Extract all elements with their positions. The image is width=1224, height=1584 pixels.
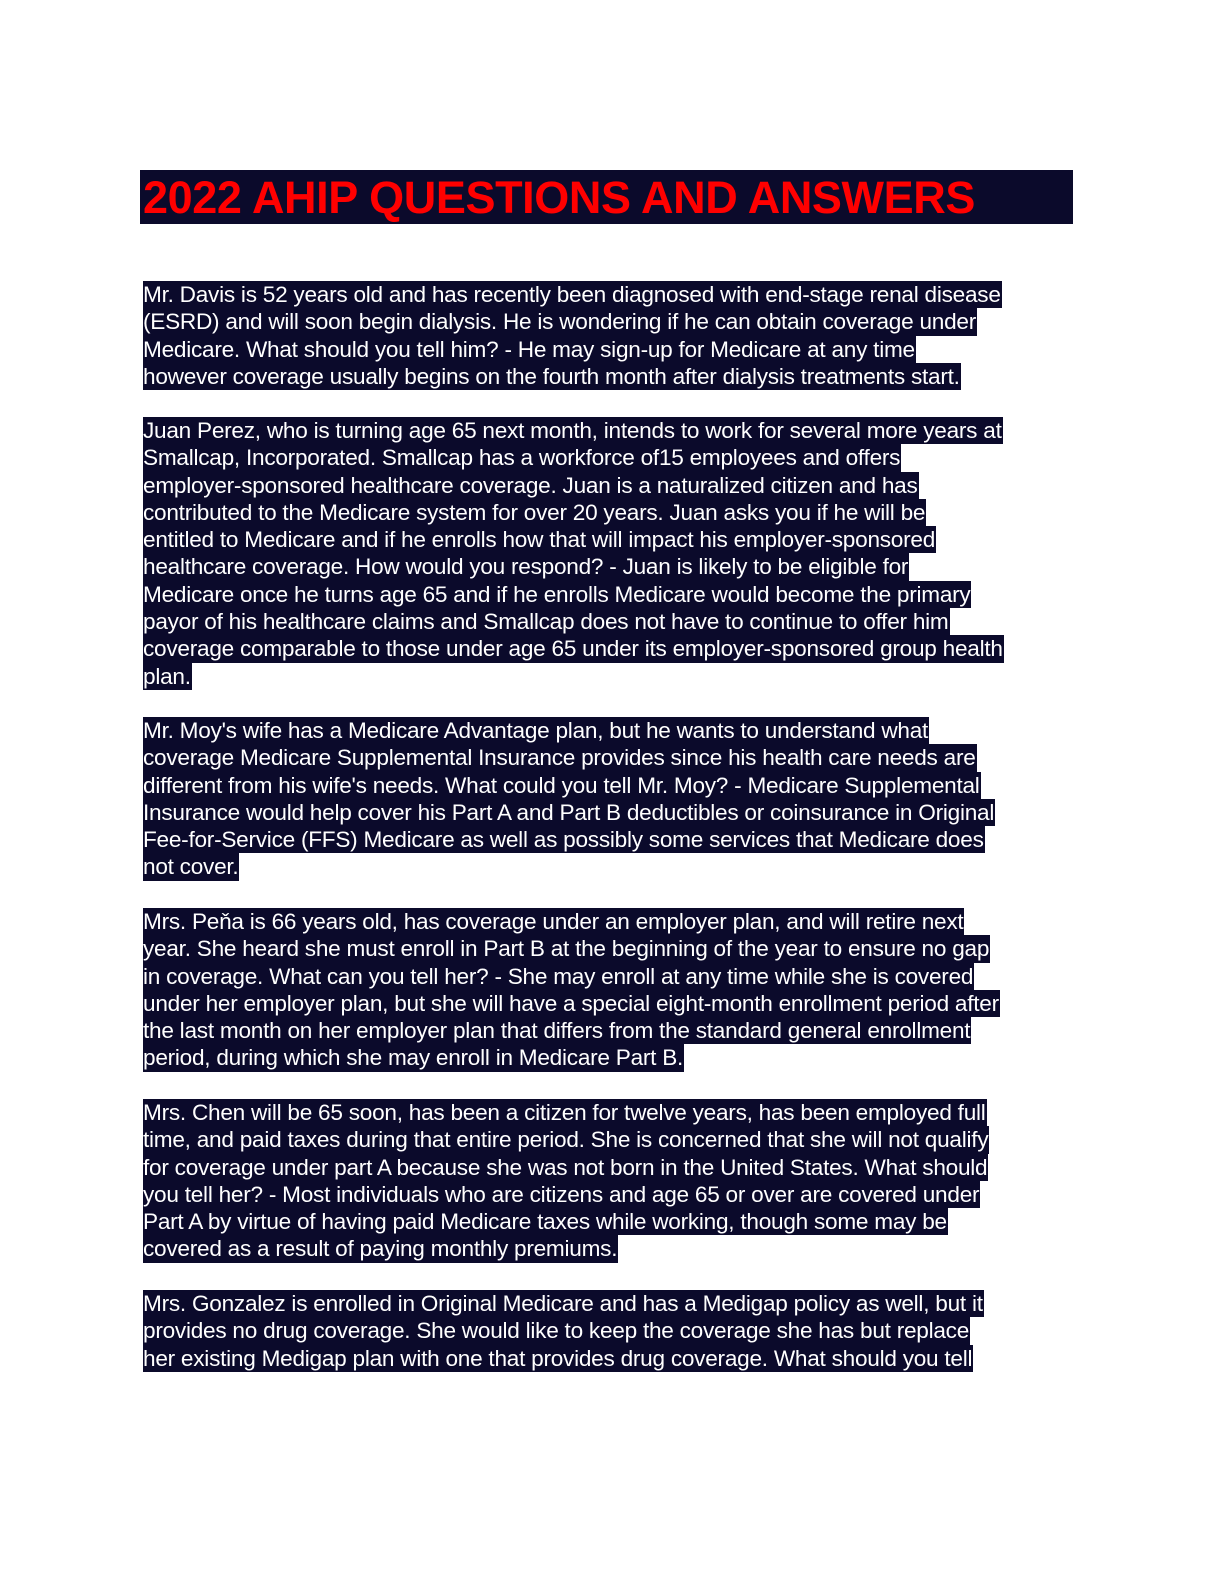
text-line[interactable]: Mrs. Chen will be 65 soon, has been a citizen for twelve years, has been employed full xyxy=(143,1100,986,1125)
text-line[interactable]: you tell her? - Most individuals who are citizens and age 65 or over are covered under xyxy=(143,1181,980,1207)
text-line[interactable]: employer-sponsored healthcare coverage. Juan is a naturalized citizen and has xyxy=(143,472,918,498)
text-line[interactable]: not cover. xyxy=(143,854,239,880)
text-line[interactable]: Fee-for-Service (FFS) Medicare as well as possibly some services that Medicare does xyxy=(143,827,984,853)
text-line[interactable]: plan. xyxy=(143,663,191,689)
text-line[interactable]: Mr. Moy's wife has a Medicare Advantage plan, but he wants to understand what xyxy=(143,718,929,743)
text-line[interactable]: however coverage usually begins on the fourth month after dialysis treatments start. xyxy=(143,363,960,389)
text-line[interactable]: payor of his healthcare claims and Smallcap does not have to continue to offer him xyxy=(143,609,949,635)
text-line[interactable]: for coverage under part A because she was not born in the United States. What should xyxy=(143,1154,988,1180)
text-line[interactable]: contributed to the Medicare system for over 20 years. Juan asks you if he will be xyxy=(143,499,926,525)
text-line[interactable]: her existing Medigap plan with one that provides drug coverage. What should you tell xyxy=(143,1345,973,1371)
text-line[interactable]: the last month on her employer plan that differs from the standard general enrollment xyxy=(143,1018,971,1044)
qa-paragraph-pena xyxy=(143,908,1000,1072)
text-line[interactable]: Mrs. Peňa is 66 years old, has coverage under an employer plan, and will retire next xyxy=(143,909,964,934)
text-line[interactable]: different from his wife's needs. What could you tell Mr. Moy? - Medicare Supplemental xyxy=(143,772,980,798)
text-line[interactable]: Medicare. What should you tell him? - He may sign-up for Medicare at any time xyxy=(143,336,915,362)
document-title: 2022 AHIP QUESTIONS AND ANSWERS xyxy=(143,172,975,223)
text-line[interactable]: Insurance would help cover his Part A and Part B deductibles or coinsurance in Original xyxy=(143,799,995,825)
text-line[interactable]: covered as a result of paying monthly premiums. xyxy=(143,1236,618,1262)
qa-paragraph-davis xyxy=(143,281,1002,390)
text-line[interactable]: Mr. Davis is 52 years old and has recently been diagnosed with end-stage renal disease xyxy=(143,282,1001,307)
text-line[interactable]: time, and paid taxes during that entire period. She is concerned that she will not qualify xyxy=(143,1127,989,1153)
text-line[interactable]: (ESRD) and will soon begin dialysis. He is wondering if he can obtain coverage under xyxy=(143,309,977,335)
text-line[interactable]: under her employer plan, but she will have a special eight-month enrollment period after xyxy=(143,990,999,1016)
text-line[interactable]: Medicare once he turns age 65 and if he enrolls Medicare would become the primary xyxy=(143,581,971,607)
qa-paragraph-perez xyxy=(143,417,1004,690)
text-line[interactable]: coverage comparable to those under age 65 under its employer-sponsored group health xyxy=(143,636,1003,662)
text-line[interactable]: year. She heard she must enroll in Part B at the beginning of the year to ensure no gap xyxy=(143,936,990,962)
text-line[interactable]: Smallcap, Incorporated. Smallcap has a workforce of15 employees and offers xyxy=(143,445,901,471)
qa-paragraph-moy xyxy=(143,717,995,881)
text-line[interactable]: period, during which she may enroll in Medicare Part B. xyxy=(143,1045,684,1071)
text-line[interactable]: healthcare coverage. How would you respond? - Juan is likely to be eligible for xyxy=(143,554,909,580)
text-line[interactable]: provides no drug coverage. She would like to keep the coverage she has but replace xyxy=(143,1318,970,1344)
text-line[interactable]: Part A by virtue of having paid Medicare taxes while working, though some may be xyxy=(143,1209,947,1235)
text-line[interactable]: coverage Medicare Supplemental Insurance provides since his health care needs are xyxy=(143,745,976,771)
text-line[interactable]: in coverage. What can you tell her? - She may enroll at any time while she is covered xyxy=(143,963,974,989)
qa-paragraph-gonzalez xyxy=(143,1290,984,1372)
text-line[interactable]: entitled to Medicare and if he enrolls how that will impact his employer-sponsored xyxy=(143,527,936,553)
text-line[interactable]: Mrs. Gonzalez is enrolled in Original Medicare and has a Medigap policy as well, but it xyxy=(143,1291,983,1316)
qa-paragraph-chen xyxy=(143,1099,989,1263)
text-line[interactable]: Juan Perez, who is turning age 65 next month, intends to work for several more years at xyxy=(143,418,1002,443)
